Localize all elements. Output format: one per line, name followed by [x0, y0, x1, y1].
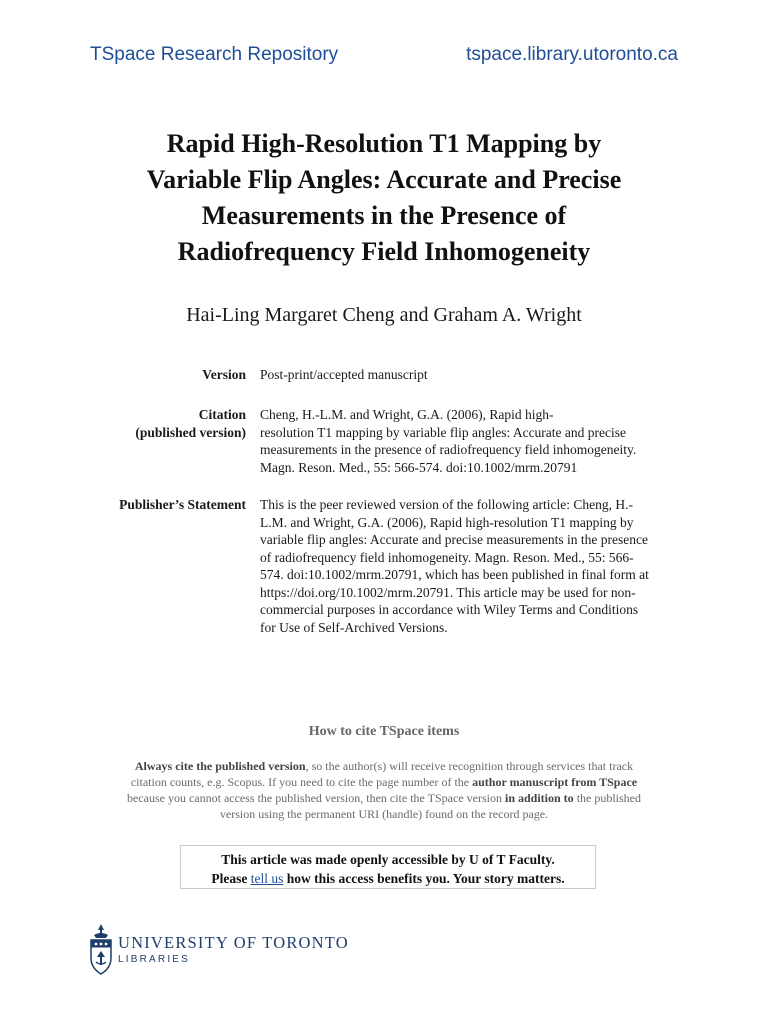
authors: Hai-Ling Margaret Cheng and Graham A. Wright	[186, 304, 582, 326]
statement-line: for Use of Self-Archived Versions.	[260, 619, 448, 635]
citation-label-line: Citation	[198, 407, 246, 422]
article-title	[60, 126, 708, 270]
version-value: Post-print/accepted manuscript	[260, 367, 428, 382]
title-line: Variable Flip Angles: Accurate and Precise	[146, 165, 622, 194]
citation-text	[260, 406, 690, 476]
statement-line: variable flip angles: Accurate and precise measurements in the presence	[260, 532, 648, 547]
how-to-cite-heading: How to cite TSpace items	[308, 724, 460, 739]
cite-note-line	[80, 758, 688, 774]
statement-line: of radiofrequency field inhomogeneity. Magn. Reson. Med., 55: 566-	[260, 549, 634, 565]
cite-bold: author manuscript from TSpace	[472, 775, 638, 789]
university-logo	[88, 922, 349, 976]
cite-text: , so the author(s) will receive recognition through services that track	[305, 759, 634, 773]
access-line: This article was made openly accessible by U of T Faculty.	[221, 852, 555, 867]
university-name: UNIVERSITY OF TORONTO	[118, 933, 349, 952]
cite-text: the published	[573, 791, 642, 805]
citation-label-line: (published version)	[135, 424, 246, 440]
crest-icon	[88, 922, 114, 976]
citation-label	[135, 406, 246, 441]
cite-bold: Always cite the published version	[134, 759, 306, 773]
page-header	[90, 44, 678, 66]
publisher-statement-text	[260, 496, 690, 636]
cite-text: citation counts, e.g. Scopus. If you need to cite the page number of the	[130, 775, 473, 789]
how-to-cite-text	[80, 758, 688, 822]
citation-line: measurements in the presence of radiofrequency field inhomogeneity.	[260, 442, 637, 457]
statement-line: https://doi.org/10.1002/mrm.20791. This article may be used for non-	[260, 584, 636, 600]
citation-line: Magn. Reson. Med., 55: 566-574. doi:10.1002/mrm.20791	[260, 459, 578, 475]
access-text: Please	[211, 871, 251, 886]
publisher-statement-label: Publisher’s Statement	[119, 497, 246, 512]
access-text: how this access benefits you. Your story matters.	[283, 871, 565, 886]
cite-note-line	[80, 774, 688, 790]
title-line: Radiofrequency Field Inhomogeneity	[177, 237, 591, 266]
cite-text: because you cannot access the published version, then cite the TSpace version	[126, 791, 505, 805]
libraries-name: LIBRARIES	[118, 954, 191, 965]
citation-line: resolution T1 mapping by variable flip angles: Accurate and precise	[260, 424, 627, 440]
statement-line: 574. doi:10.1002/mrm.20791, which has been published in final form at	[260, 567, 649, 582]
open-access-notice	[180, 845, 596, 889]
statement-line: commercial purposes in accordance with Wiley Terms and Conditions	[260, 602, 639, 617]
citation-line: Cheng, H.-L.M. and Wright, G.A. (2006), Rapid high-	[260, 407, 554, 422]
logo-text	[118, 933, 349, 965]
repository-url[interactable]: tspace.library.utoronto.ca	[466, 44, 678, 65]
statement-line: L.M. and Wright, G.A. (2006), Rapid high-resolution T1 mapping by	[260, 514, 634, 530]
access-line	[181, 869, 595, 888]
version-label: Version	[202, 367, 246, 382]
title-line: Rapid High-Resolution T1 Mapping by	[166, 129, 602, 158]
title-line: Measurements in the Presence of	[201, 201, 567, 230]
tell-us-link[interactable]: tell us	[250, 871, 284, 886]
statement-line: This is the peer reviewed version of the following article: Cheng, H.-	[260, 497, 634, 512]
cite-bold: in addition to	[504, 791, 574, 805]
cite-note-line: version using the permanent URI (handle) found on the record page.	[219, 807, 549, 821]
repository-name: TSpace Research Repository	[90, 44, 339, 65]
cite-note-line	[80, 790, 688, 806]
